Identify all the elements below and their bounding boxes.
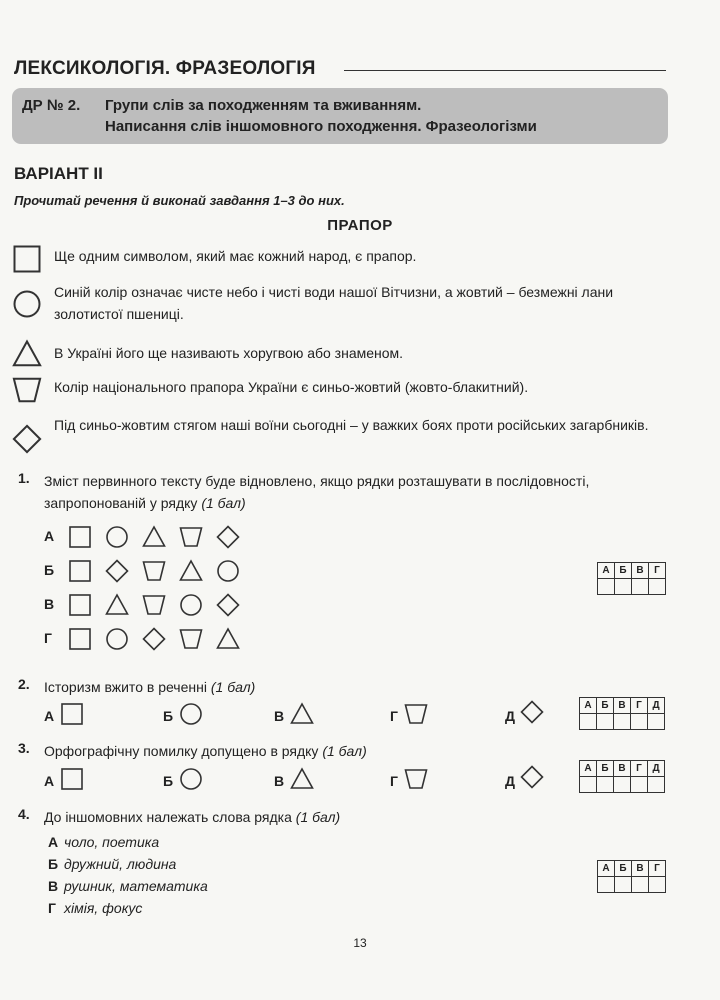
q2-grid-header: В (614, 698, 631, 714)
banner-code: ДР № 2. (22, 97, 81, 114)
triangle-icon (216, 627, 240, 651)
circle-icon (216, 559, 240, 583)
q4-option-letter: Г (48, 900, 56, 916)
sentence-3: В Україні його ще називають хоругвою або знаменом. (54, 345, 404, 361)
square-icon (12, 244, 42, 274)
square-icon (68, 627, 92, 651)
q1-grid-header: Г (649, 563, 666, 579)
q2-question: Історизм вжито в реченні (44, 679, 207, 695)
banner-line1-text: Групи слів за походженням та вживанням. (105, 97, 422, 114)
square-icon (60, 702, 84, 726)
q4-answer-cell[interactable] (615, 877, 632, 893)
triangle-icon (290, 702, 314, 726)
circle-icon (12, 289, 42, 319)
q2-grid-header: Б (597, 698, 614, 714)
q1-option-letter: Б (44, 562, 55, 578)
q4-option-letter: В (48, 878, 59, 894)
q3-grid-header: Г (631, 761, 648, 777)
trapezoid-icon (404, 767, 428, 791)
trapezoid-icon (179, 525, 203, 549)
trapezoid-icon (179, 627, 203, 651)
trapezoid-icon (142, 559, 166, 583)
square-icon (68, 593, 92, 617)
q4-option-text: чоло, поетика (64, 834, 160, 850)
sentence-4: Колір національного прапора України є синьо-жовтий (жовто-блакитний). (54, 379, 529, 395)
q4-option-letter: А (48, 834, 59, 850)
q4-answer-cell[interactable] (649, 877, 666, 893)
q4-grid-header: А (598, 861, 615, 877)
q3-option-letter[interactable]: Д (505, 773, 515, 789)
section-title: ЛЕКСИКОЛОГІЯ. ФРАЗЕОЛОГІЯ (14, 58, 316, 79)
diamond-icon (520, 700, 544, 724)
work-banner (12, 88, 668, 144)
diamond-icon (12, 424, 42, 454)
diamond-icon (216, 525, 240, 549)
q1-grid-header: Б (615, 563, 632, 579)
triangle-icon (290, 767, 314, 791)
q4-option-text: рушник, математика (64, 878, 208, 894)
circle-icon (179, 767, 203, 791)
q3-grid-header: В (614, 761, 631, 777)
q2-points: (1 бал) (210, 679, 256, 695)
q3-option-letter[interactable]: А (44, 773, 55, 789)
q1-number: 1. (18, 470, 30, 486)
q2-option-letter[interactable]: Д (505, 708, 515, 724)
q4-grid-header: Г (649, 861, 666, 877)
q4-grid-header: Б (615, 861, 632, 877)
circle-icon (179, 702, 203, 726)
q2-answer-cell[interactable] (648, 714, 665, 730)
q4-option-letter: Б (48, 856, 59, 872)
diamond-icon (142, 627, 166, 651)
trapezoid-icon (404, 702, 428, 726)
q1-text (44, 470, 674, 514)
q3-answer-grid (579, 760, 665, 793)
sentence-1: Ще одним символом, який має кожний народ, є прапор. (54, 248, 417, 264)
triangle-icon (179, 559, 203, 583)
q1-answer-cell[interactable] (598, 579, 615, 595)
triangle-icon (105, 593, 129, 617)
q1-points: (1 бал) (201, 495, 246, 511)
page-number: 13 (353, 936, 367, 950)
q3-answer-cell[interactable] (580, 777, 597, 793)
triangle-icon (142, 525, 166, 549)
q4-option-c[interactable] (48, 875, 208, 897)
square-icon (60, 767, 84, 791)
q1-grid-header: В (632, 563, 649, 579)
q1-answer-grid (597, 562, 666, 595)
triangle-icon (12, 339, 42, 369)
q2-answer-grid (579, 697, 665, 730)
q1-option-letter: А (44, 528, 55, 544)
q4-option-text: дружний, людина (64, 856, 177, 872)
q2-answer-cell[interactable] (614, 714, 631, 730)
q4-option-b[interactable] (48, 853, 176, 875)
q2-text (44, 676, 674, 698)
square-icon (68, 525, 92, 549)
q3-grid-header: А (580, 761, 597, 777)
q4-option-d[interactable] (48, 897, 142, 919)
q2-option-letter[interactable]: Г (390, 708, 398, 724)
q3-question: Орфографічну помилку допущено в рядку (44, 743, 319, 759)
q2-number: 2. (18, 676, 30, 692)
banner-line-1 (22, 95, 658, 116)
circle-icon (105, 525, 129, 549)
q4-question: До іншомовних належать слова рядка (44, 809, 292, 825)
q3-answer-cell[interactable] (631, 777, 648, 793)
q3-option-letter[interactable]: В (274, 773, 285, 789)
circle-icon (105, 627, 129, 651)
q3-grid-header: Д (648, 761, 665, 777)
diamond-icon (105, 559, 129, 583)
q2-answer-cell[interactable] (597, 714, 614, 730)
q3-text (44, 740, 674, 762)
text-title: ПРАПОР (327, 217, 393, 234)
q4-points: (1 бал) (295, 809, 341, 825)
q3-answer-cell[interactable] (597, 777, 614, 793)
q4-grid-header: В (632, 861, 649, 877)
q3-answer-cell[interactable] (648, 777, 665, 793)
q3-number: 3. (18, 740, 30, 756)
q2-answer-cell[interactable] (631, 714, 648, 730)
q1-option-letter: Г (44, 630, 52, 646)
q3-grid-header: Б (597, 761, 614, 777)
q2-grid-header: Д (648, 698, 665, 714)
q1-answer-cell[interactable] (615, 579, 632, 595)
banner-line-2: Написання слів іншомовного походження. Фразеологізми (105, 118, 537, 135)
variant-title: ВАРІАНТ ІІ (14, 164, 103, 183)
q3-option-letter[interactable]: Б (163, 773, 174, 789)
q2-option-letter[interactable]: В (274, 708, 285, 724)
q3-points: (1 бал) (322, 743, 367, 759)
instruction: Прочитай речення й виконай завдання 1–3 до них. (14, 193, 345, 208)
q3-option-letter[interactable]: Г (390, 773, 398, 789)
q4-option-text: хімія, фокус (64, 900, 143, 916)
q2-option-letter[interactable]: Б (163, 708, 174, 724)
q4-text (44, 806, 674, 828)
q1-grid-header: А (598, 563, 615, 579)
q1-question: Зміст первинного тексту буде відновлено, якщо рядки розташувати в послідовності, запропонованій у рядку (44, 473, 590, 511)
trapezoid-icon (142, 593, 166, 617)
diamond-icon (520, 765, 544, 789)
q2-grid-header: А (580, 698, 597, 714)
sentence-5: Під синьо-жовтим стягом наші воїни сьогодні – у важких боях проти російських загарбників. (54, 417, 649, 433)
circle-icon (179, 593, 203, 617)
sentence-2: Синій колір означає чисте небо і чисті води нашої Вітчизни, а жовтий – безмежні лани золотистої пшениці. (54, 284, 614, 322)
q2-option-letter[interactable]: А (44, 708, 55, 724)
q4-option-a[interactable] (48, 831, 159, 853)
q1-answer-cell[interactable] (632, 579, 649, 595)
trapezoid-icon (12, 375, 42, 405)
q4-answer-cell[interactable] (632, 877, 649, 893)
section-title-rule (344, 70, 666, 71)
q4-answer-cell[interactable] (598, 877, 615, 893)
q1-answer-cell[interactable] (649, 579, 666, 595)
q2-grid-header: Г (631, 698, 648, 714)
diamond-icon (216, 593, 240, 617)
q3-answer-cell[interactable] (614, 777, 631, 793)
q2-answer-cell[interactable] (580, 714, 597, 730)
square-icon (68, 559, 92, 583)
q4-answer-grid (597, 860, 666, 893)
q4-number: 4. (18, 806, 30, 822)
q1-option-letter: В (44, 596, 55, 612)
